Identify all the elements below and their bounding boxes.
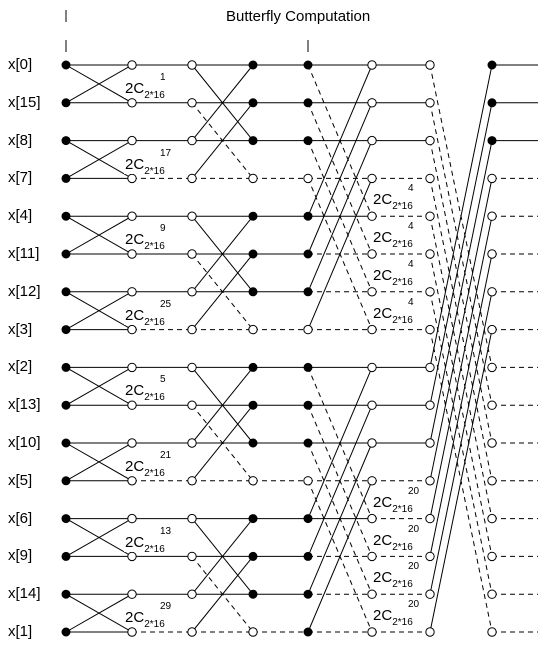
filled-node [249, 99, 257, 107]
open-node [368, 212, 376, 220]
open-node [426, 174, 434, 182]
filled-node [304, 363, 312, 371]
open-node [488, 174, 496, 182]
open-node [128, 363, 136, 371]
twiddle-factor [124, 147, 172, 177]
filled-node [304, 99, 312, 107]
twiddle-base: C [381, 229, 393, 247]
filled-node [62, 515, 70, 523]
open-node [128, 439, 136, 447]
twiddle-factor [124, 223, 166, 253]
input-label: x[13] [8, 396, 41, 414]
open-node [426, 439, 434, 447]
twiddle-exponent: 13 [160, 525, 172, 537]
open-node [128, 250, 136, 258]
twiddle-exponent: 20 [408, 523, 420, 535]
twiddle-factor [372, 258, 414, 288]
twiddle-factor [372, 221, 414, 251]
twiddle-subscript: 2*16 [392, 239, 413, 251]
open-node [426, 401, 434, 409]
open-node [128, 628, 136, 636]
twiddle-base: C [133, 231, 145, 249]
twiddle-factor [124, 525, 172, 555]
twiddle-subscript: 2*16 [392, 314, 413, 326]
open-node [188, 477, 196, 485]
open-node [188, 439, 196, 447]
open-node [488, 401, 496, 409]
filled-node [249, 552, 257, 560]
filled-node [304, 628, 312, 636]
open-node [188, 250, 196, 258]
twiddle-coefficient: 2 [373, 229, 382, 247]
input-label: x[0] [8, 56, 33, 73]
open-node [426, 136, 434, 144]
filled-node [62, 401, 70, 409]
open-node [128, 288, 136, 296]
open-node [128, 99, 136, 107]
open-node [368, 136, 376, 144]
filled-node [62, 439, 70, 447]
twiddle-factor [372, 183, 414, 213]
open-node [128, 212, 136, 220]
twiddle-factor [372, 296, 414, 326]
twiddle-subscript: 2*16 [144, 165, 165, 177]
twiddle-coefficient: 2 [125, 231, 134, 249]
diagram-title: Butterfly Computation [226, 8, 371, 25]
input-label: x[1] [8, 623, 33, 640]
twiddle-coefficient: 2 [373, 607, 382, 625]
filled-node [62, 212, 70, 220]
twiddle-exponent: 29 [160, 601, 172, 613]
input-label: x[7] [8, 169, 33, 187]
open-node [128, 174, 136, 182]
twiddle-factor [124, 298, 172, 328]
open-node [426, 590, 434, 598]
twiddle-exponent: 20 [408, 561, 420, 573]
open-node [426, 628, 434, 636]
twiddle-base: C [381, 493, 393, 511]
open-node [304, 174, 312, 182]
twiddle-subscript: 2*16 [392, 201, 413, 213]
twiddle-subscript: 2*16 [144, 89, 165, 101]
open-node [188, 212, 196, 220]
twiddle-coefficient: 2 [373, 493, 382, 511]
filled-node [62, 477, 70, 485]
filled-node [249, 61, 257, 69]
input-label: x[4] [8, 207, 33, 225]
open-node [128, 477, 136, 485]
twiddle-base: C [381, 304, 393, 322]
twiddle-subscript: 2*16 [144, 241, 165, 253]
twiddle-exponent: 1 [160, 71, 166, 83]
open-node [188, 61, 196, 69]
filled-node [62, 61, 70, 69]
twiddle-base: C [381, 266, 393, 284]
twiddle-subscript: 2*16 [392, 579, 413, 591]
filled-node [304, 515, 312, 523]
open-node [188, 174, 196, 182]
twiddle-subscript: 2*16 [392, 276, 413, 288]
twiddle-exponent: 4 [408, 296, 414, 308]
twiddle-subscript: 2*16 [144, 316, 165, 328]
open-node [488, 250, 496, 258]
twiddle-coefficient: 2 [125, 533, 134, 551]
filled-node [249, 439, 257, 447]
twiddle-subscript: 2*16 [144, 619, 165, 631]
open-node [368, 477, 376, 485]
twiddle-base: C [133, 533, 145, 551]
twiddle-exponent: 20 [408, 485, 420, 497]
twiddle-factor [372, 485, 420, 515]
twiddle-coefficient: 2 [125, 382, 134, 400]
open-node [368, 401, 376, 409]
open-node [128, 136, 136, 144]
open-node [488, 212, 496, 220]
filled-node [249, 250, 257, 258]
open-node [188, 288, 196, 296]
open-node [488, 363, 496, 371]
filled-node [62, 326, 70, 334]
twiddle-coefficient: 2 [125, 306, 134, 324]
filled-node [304, 590, 312, 598]
filled-node [304, 439, 312, 447]
twiddle-exponent: 25 [160, 298, 172, 310]
open-node [188, 401, 196, 409]
open-node [426, 363, 434, 371]
filled-node [304, 250, 312, 258]
twiddle-coefficient: 2 [373, 266, 382, 284]
twiddle-coefficient: 2 [373, 191, 382, 209]
open-node [249, 477, 257, 485]
filled-node [304, 61, 312, 69]
filled-node [304, 401, 312, 409]
twiddle-base: C [381, 531, 393, 549]
twiddle-factor [372, 599, 420, 629]
twiddle-subscript: 2*16 [144, 543, 165, 555]
filled-node [62, 99, 70, 107]
open-node [426, 477, 434, 485]
open-node [368, 514, 376, 522]
open-node [488, 325, 496, 333]
open-node [249, 628, 257, 636]
filled-node [304, 137, 312, 145]
open-node [128, 61, 136, 69]
input-label: x[11] [8, 245, 40, 262]
open-node [488, 590, 496, 598]
filled-node [249, 590, 257, 598]
twiddle-coefficient: 2 [125, 457, 134, 475]
open-node [249, 174, 257, 182]
open-node [488, 288, 496, 296]
twiddle-base: C [133, 155, 145, 173]
open-node [426, 514, 434, 522]
twiddle-exponent: 4 [408, 258, 414, 270]
twiddle-base: C [133, 382, 145, 400]
input-label: x[15] [8, 93, 41, 111]
open-node [426, 61, 434, 69]
twiddle-coefficient: 2 [373, 569, 382, 587]
filled-node [62, 628, 70, 636]
twiddle-base: C [133, 79, 145, 97]
input-label: x[12] [8, 282, 41, 300]
filled-node [62, 590, 70, 598]
open-node [368, 288, 376, 296]
twiddle-coefficient: 2 [373, 531, 382, 549]
twiddle-factor [124, 71, 166, 101]
twiddle-subscript: 2*16 [392, 617, 413, 629]
input-label: x[3] [8, 320, 33, 338]
open-node [128, 325, 136, 333]
open-node [188, 136, 196, 144]
twiddle-exponent: 17 [160, 147, 172, 159]
filled-node [304, 212, 312, 220]
twiddle-exponent: 21 [160, 449, 172, 461]
open-node [368, 61, 376, 69]
open-node [426, 325, 434, 333]
input-label: x[10] [8, 434, 41, 451]
twiddle-exponent: 5 [160, 374, 166, 386]
open-node [188, 628, 196, 636]
open-node [368, 250, 376, 258]
open-node [188, 552, 196, 560]
open-node [368, 174, 376, 182]
twiddle-factor [124, 601, 172, 631]
open-node [188, 99, 196, 107]
open-node [368, 325, 376, 333]
twiddle-base: C [381, 607, 393, 625]
filled-node [249, 288, 257, 296]
open-node [128, 401, 136, 409]
filled-node [249, 212, 257, 220]
open-node [368, 590, 376, 598]
input-label: x[9] [8, 547, 33, 565]
open-node [426, 250, 434, 258]
twiddle-subscript: 2*16 [392, 541, 413, 553]
input-label: x[2] [8, 358, 33, 376]
filled-node [62, 137, 70, 145]
open-node [249, 325, 257, 333]
input-label: x[6] [8, 509, 33, 527]
open-node [426, 212, 434, 220]
twiddle-base: C [381, 191, 393, 209]
filled-node [249, 515, 257, 523]
filled-node [488, 137, 496, 145]
filled-node [304, 288, 312, 296]
open-node [368, 628, 376, 636]
open-node [128, 590, 136, 598]
open-node [426, 99, 434, 107]
twiddle-base: C [133, 306, 145, 324]
open-node [488, 552, 496, 560]
twiddle-subscript: 2*16 [144, 467, 165, 479]
filled-node [62, 174, 70, 182]
filled-node [62, 288, 70, 296]
twiddle-exponent: 9 [160, 223, 166, 235]
input-label: x[5] [8, 471, 33, 489]
twiddle-subscript: 2*16 [392, 503, 413, 515]
open-node [128, 514, 136, 522]
twiddle-factor [124, 374, 166, 404]
twiddle-exponent: 20 [408, 599, 420, 611]
twiddle-exponent: 4 [408, 183, 414, 195]
twiddle-factor [372, 523, 420, 553]
filled-node [249, 401, 257, 409]
filled-node [62, 363, 70, 371]
filled-node [249, 137, 257, 145]
open-node [368, 439, 376, 447]
filled-node [62, 552, 70, 560]
open-node [304, 325, 312, 333]
twiddle-factor [372, 561, 420, 591]
filled-node [488, 99, 496, 107]
twiddle-coefficient: 2 [373, 304, 382, 322]
open-node [304, 477, 312, 485]
open-node [488, 477, 496, 485]
open-node [488, 439, 496, 447]
open-node [188, 325, 196, 333]
filled-node [249, 363, 257, 371]
open-node [426, 288, 434, 296]
input-label: x[8] [8, 131, 33, 149]
open-node [368, 363, 376, 371]
twiddle-base: C [381, 569, 393, 587]
open-node [368, 552, 376, 560]
open-node [368, 99, 376, 107]
open-node [188, 514, 196, 522]
filled-node [62, 250, 70, 258]
twiddle-coefficient: 2 [125, 79, 134, 97]
open-node [426, 552, 434, 560]
twiddle-exponent: 4 [408, 221, 414, 233]
open-node [188, 590, 196, 598]
input-label: x[14] [8, 585, 41, 603]
twiddle-base: C [133, 457, 145, 475]
filled-node [304, 552, 312, 560]
twiddle-coefficient: 2 [125, 155, 134, 173]
twiddle-factor [124, 449, 172, 479]
twiddle-subscript: 2*16 [144, 392, 165, 404]
twiddle-coefficient: 2 [125, 609, 134, 627]
filled-node [488, 61, 496, 69]
twiddle-base: C [133, 609, 145, 627]
open-node [128, 552, 136, 560]
open-node [488, 628, 496, 636]
open-node [188, 363, 196, 371]
open-node [488, 514, 496, 522]
